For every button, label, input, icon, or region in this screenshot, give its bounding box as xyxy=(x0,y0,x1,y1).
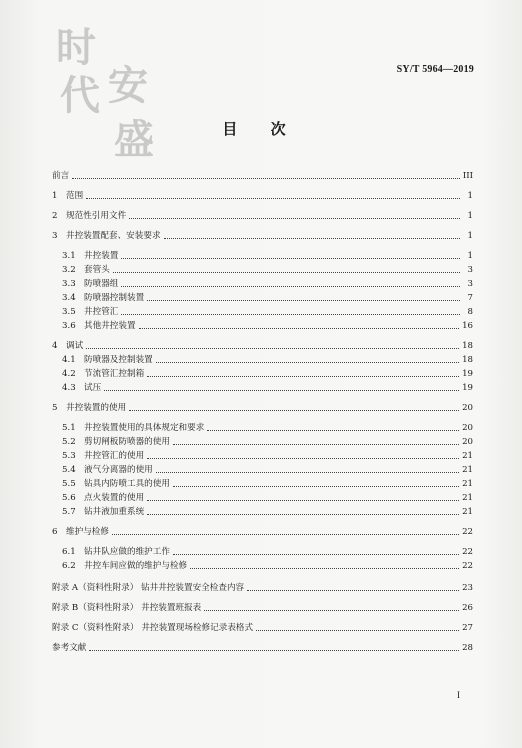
toc-dot-leader xyxy=(173,485,459,487)
toc-dot-leader xyxy=(89,649,459,651)
toc-entry-label: 参考文献 xyxy=(52,643,87,653)
toc-entry-number: 4.2 xyxy=(62,369,76,379)
toc-dot-leader xyxy=(247,589,459,591)
toc-entry-page: 22 xyxy=(462,561,473,571)
toc-entry[interactable] xyxy=(52,504,473,518)
toc-entry-number: 3.5 xyxy=(62,307,76,317)
toc-entry-label: 井控装置配套、安装要求 xyxy=(66,231,161,241)
toc-entry-label: 调试 xyxy=(66,341,84,351)
toc-dot-leader xyxy=(147,513,459,515)
toc-entry-page: 26 xyxy=(462,603,473,613)
toc-entry-number: 5.2 xyxy=(62,437,76,447)
toc-entry-label: 维护与检修 xyxy=(66,527,109,537)
toc-entry-number: 5.4 xyxy=(62,465,76,475)
toc-entry[interactable] xyxy=(52,318,473,332)
toc-entry-label: 节流管汇控制箱 xyxy=(84,369,145,379)
toc-dot-leader xyxy=(86,197,460,199)
toc-entry-page: 28 xyxy=(462,643,473,653)
toc-entry-page: 21 xyxy=(462,465,473,475)
toc-entry-label: 井控车间应做的维护与检修 xyxy=(84,561,188,571)
toc-entry-number: 3 xyxy=(52,231,58,241)
toc-entry-page: 1 xyxy=(467,231,473,241)
toc-entry-page: 21 xyxy=(462,493,473,503)
toc-entry-label: 附录 C（资料性附录） 井控装置现场检修记录表格式 xyxy=(52,623,254,633)
toc-entry-label: 前言 xyxy=(52,171,70,181)
toc-entry-page: 8 xyxy=(467,307,473,317)
toc-entry-label: 范围 xyxy=(66,191,84,201)
toc-entry-label: 附录 B（资料性附录） 井控装置班报表 xyxy=(52,603,202,613)
toc-dot-leader xyxy=(156,471,459,473)
toc-entry-page: 22 xyxy=(462,547,473,557)
toc-entry-number: 5.3 xyxy=(62,451,76,461)
toc-entry[interactable] xyxy=(52,544,473,558)
toc-entry-page: 16 xyxy=(462,321,473,331)
toc-entry[interactable] xyxy=(52,448,473,462)
toc-entry-page: 19 xyxy=(462,383,473,393)
toc-entry-number: 6 xyxy=(52,527,58,537)
toc-entry-number: 5.5 xyxy=(62,479,76,489)
toc-dot-leader xyxy=(156,361,459,363)
toc-entry-number: 3.1 xyxy=(62,251,76,261)
toc-entry-label: 防喷器及控制装置 xyxy=(84,355,153,365)
toc-entry-label: 井控装置使用的具体规定和要求 xyxy=(84,423,205,433)
toc-entry-page: 22 xyxy=(462,527,473,537)
toc-entry-number: 5.6 xyxy=(62,493,76,503)
toc-entry[interactable] xyxy=(52,228,473,242)
toc-entry-label: 规范性引用文件 xyxy=(66,211,127,221)
toc-entry[interactable] xyxy=(52,352,473,366)
toc-dot-leader xyxy=(204,609,459,611)
toc-entry-number: 5.7 xyxy=(62,507,76,517)
toc-entry-page: 27 xyxy=(462,623,473,633)
toc-entry-number: 2 xyxy=(52,211,58,221)
toc-entry-page: 18 xyxy=(462,341,473,351)
toc-entry[interactable] xyxy=(52,400,473,414)
toc-entry[interactable] xyxy=(52,304,473,318)
toc-entry-number: 1 xyxy=(52,191,58,201)
toc-entry-number: 5.1 xyxy=(62,423,76,433)
standard-code: SY/T 5964—2019 xyxy=(396,64,474,75)
toc-entry-label: 点火装置的使用 xyxy=(84,493,145,503)
toc-entry[interactable] xyxy=(52,188,473,202)
toc-entry-page: 23 xyxy=(462,583,473,593)
toc-entry-number: 3.6 xyxy=(62,321,76,331)
toc-entry[interactable] xyxy=(52,248,473,262)
toc-entry[interactable] xyxy=(52,290,473,304)
toc-dot-leader xyxy=(256,629,459,631)
toc-entry-label: 钻井液加重系统 xyxy=(84,507,145,517)
toc-entry[interactable] xyxy=(52,476,473,490)
toc-entry[interactable] xyxy=(52,262,473,276)
toc-entry-page: 20 xyxy=(462,423,473,433)
toc-dot-leader xyxy=(129,217,460,219)
toc-entry-label: 防喷器组 xyxy=(84,279,119,289)
toc-entry-number: 5 xyxy=(52,403,58,413)
toc-entry-number: 4.1 xyxy=(62,355,76,365)
toc-entry-label: 井控管汇 xyxy=(84,307,119,317)
toc-dot-leader xyxy=(147,299,460,301)
watermark-logo xyxy=(38,18,178,168)
toc-entry[interactable] xyxy=(52,168,473,182)
toc-entry-label: 防喷器控制装置 xyxy=(84,293,145,303)
toc-dot-leader xyxy=(129,409,459,411)
toc-entry-page: 3 xyxy=(467,279,473,289)
toc-dot-leader xyxy=(86,347,459,349)
toc-entry-page: 20 xyxy=(462,437,473,447)
toc-entry-page: 7 xyxy=(467,293,473,303)
toc-dot-leader xyxy=(113,271,460,273)
toc-entry[interactable] xyxy=(52,366,473,380)
toc-entry-page: 20 xyxy=(462,403,473,413)
toc-entry-page: 21 xyxy=(462,451,473,461)
page-number: I xyxy=(457,690,460,700)
toc-entry-page: 1 xyxy=(467,191,473,201)
toc-entry[interactable] xyxy=(52,620,473,634)
toc-dot-leader xyxy=(173,443,459,445)
toc-entry-number: 3.4 xyxy=(62,293,76,303)
toc-entry-label: 钻井队应做的维护工作 xyxy=(84,547,170,557)
toc-dot-leader xyxy=(112,533,459,535)
page-title: 目 次 xyxy=(222,120,300,138)
toc-dot-leader xyxy=(173,553,459,555)
toc-entry-page: III xyxy=(462,171,473,181)
toc-entry[interactable] xyxy=(52,558,473,572)
toc-entry-label: 井控管汇的使用 xyxy=(84,451,145,461)
toc-dot-leader xyxy=(207,429,459,431)
toc-entry-page: 1 xyxy=(467,211,473,221)
toc-entry[interactable] xyxy=(52,600,473,614)
toc-dot-leader xyxy=(104,389,459,391)
toc-dot-leader xyxy=(164,237,460,239)
toc-entry-number: 6.1 xyxy=(62,547,76,557)
toc-entry-label: 剪切闸板防喷器的使用 xyxy=(84,437,170,447)
toc-entry[interactable] xyxy=(52,434,473,448)
toc-entry-label: 其他井控装置 xyxy=(84,321,136,331)
toc-dot-leader xyxy=(121,257,460,259)
toc-dot-leader xyxy=(121,285,460,287)
toc-entry-page: 21 xyxy=(462,507,473,517)
toc-dot-leader xyxy=(147,499,459,501)
watermark-char-4: 盛 xyxy=(114,116,154,163)
watermark-char-2: 代 xyxy=(60,72,100,119)
toc-entry-number: 4.3 xyxy=(62,383,76,393)
toc-dot-leader xyxy=(190,567,459,569)
toc-entry-number: 6.2 xyxy=(62,561,76,571)
toc-dot-leader xyxy=(139,327,459,329)
toc-entry[interactable] xyxy=(52,380,473,394)
watermark-char-1: 时 xyxy=(56,24,96,71)
toc-entry[interactable] xyxy=(52,524,473,538)
toc-entry-label: 液气分离器的使用 xyxy=(84,465,153,475)
toc-entry-page: 21 xyxy=(462,479,473,489)
toc-entry-label: 附录 A（资料性附录） 钻井井控装置安全检查内容 xyxy=(52,583,245,593)
toc-entry-page: 3 xyxy=(467,265,473,275)
toc-dot-leader xyxy=(121,313,460,315)
toc-entry-label: 井控装置的使用 xyxy=(66,403,127,413)
toc-dot-leader xyxy=(147,375,459,377)
toc-entry-label: 钻具内防喷工具的使用 xyxy=(84,479,170,489)
toc-entry[interactable] xyxy=(52,276,473,290)
toc-dot-leader xyxy=(72,177,460,179)
toc-entry[interactable] xyxy=(52,338,473,352)
toc-entry[interactable] xyxy=(52,490,473,504)
toc-entry-page: 1 xyxy=(467,251,473,261)
toc-entry-page: 19 xyxy=(462,369,473,379)
toc-entry-label: 井控装置 xyxy=(84,251,119,261)
toc-entry-label: 试压 xyxy=(84,383,102,393)
watermark-char-3: 安 xyxy=(108,62,148,109)
toc-entry-number: 3.3 xyxy=(62,279,76,289)
toc-dot-leader xyxy=(147,457,459,459)
toc-entry-page: 18 xyxy=(462,355,473,365)
toc-entry[interactable] xyxy=(52,462,473,476)
toc-entry-number: 4 xyxy=(52,341,58,351)
toc-entry-label: 套管头 xyxy=(84,265,110,275)
toc-entry[interactable] xyxy=(52,640,473,654)
toc-entry[interactable] xyxy=(52,420,473,434)
toc-entry[interactable] xyxy=(52,580,473,594)
toc-entry-number: 3.2 xyxy=(62,265,76,275)
toc-entry[interactable] xyxy=(52,208,473,222)
